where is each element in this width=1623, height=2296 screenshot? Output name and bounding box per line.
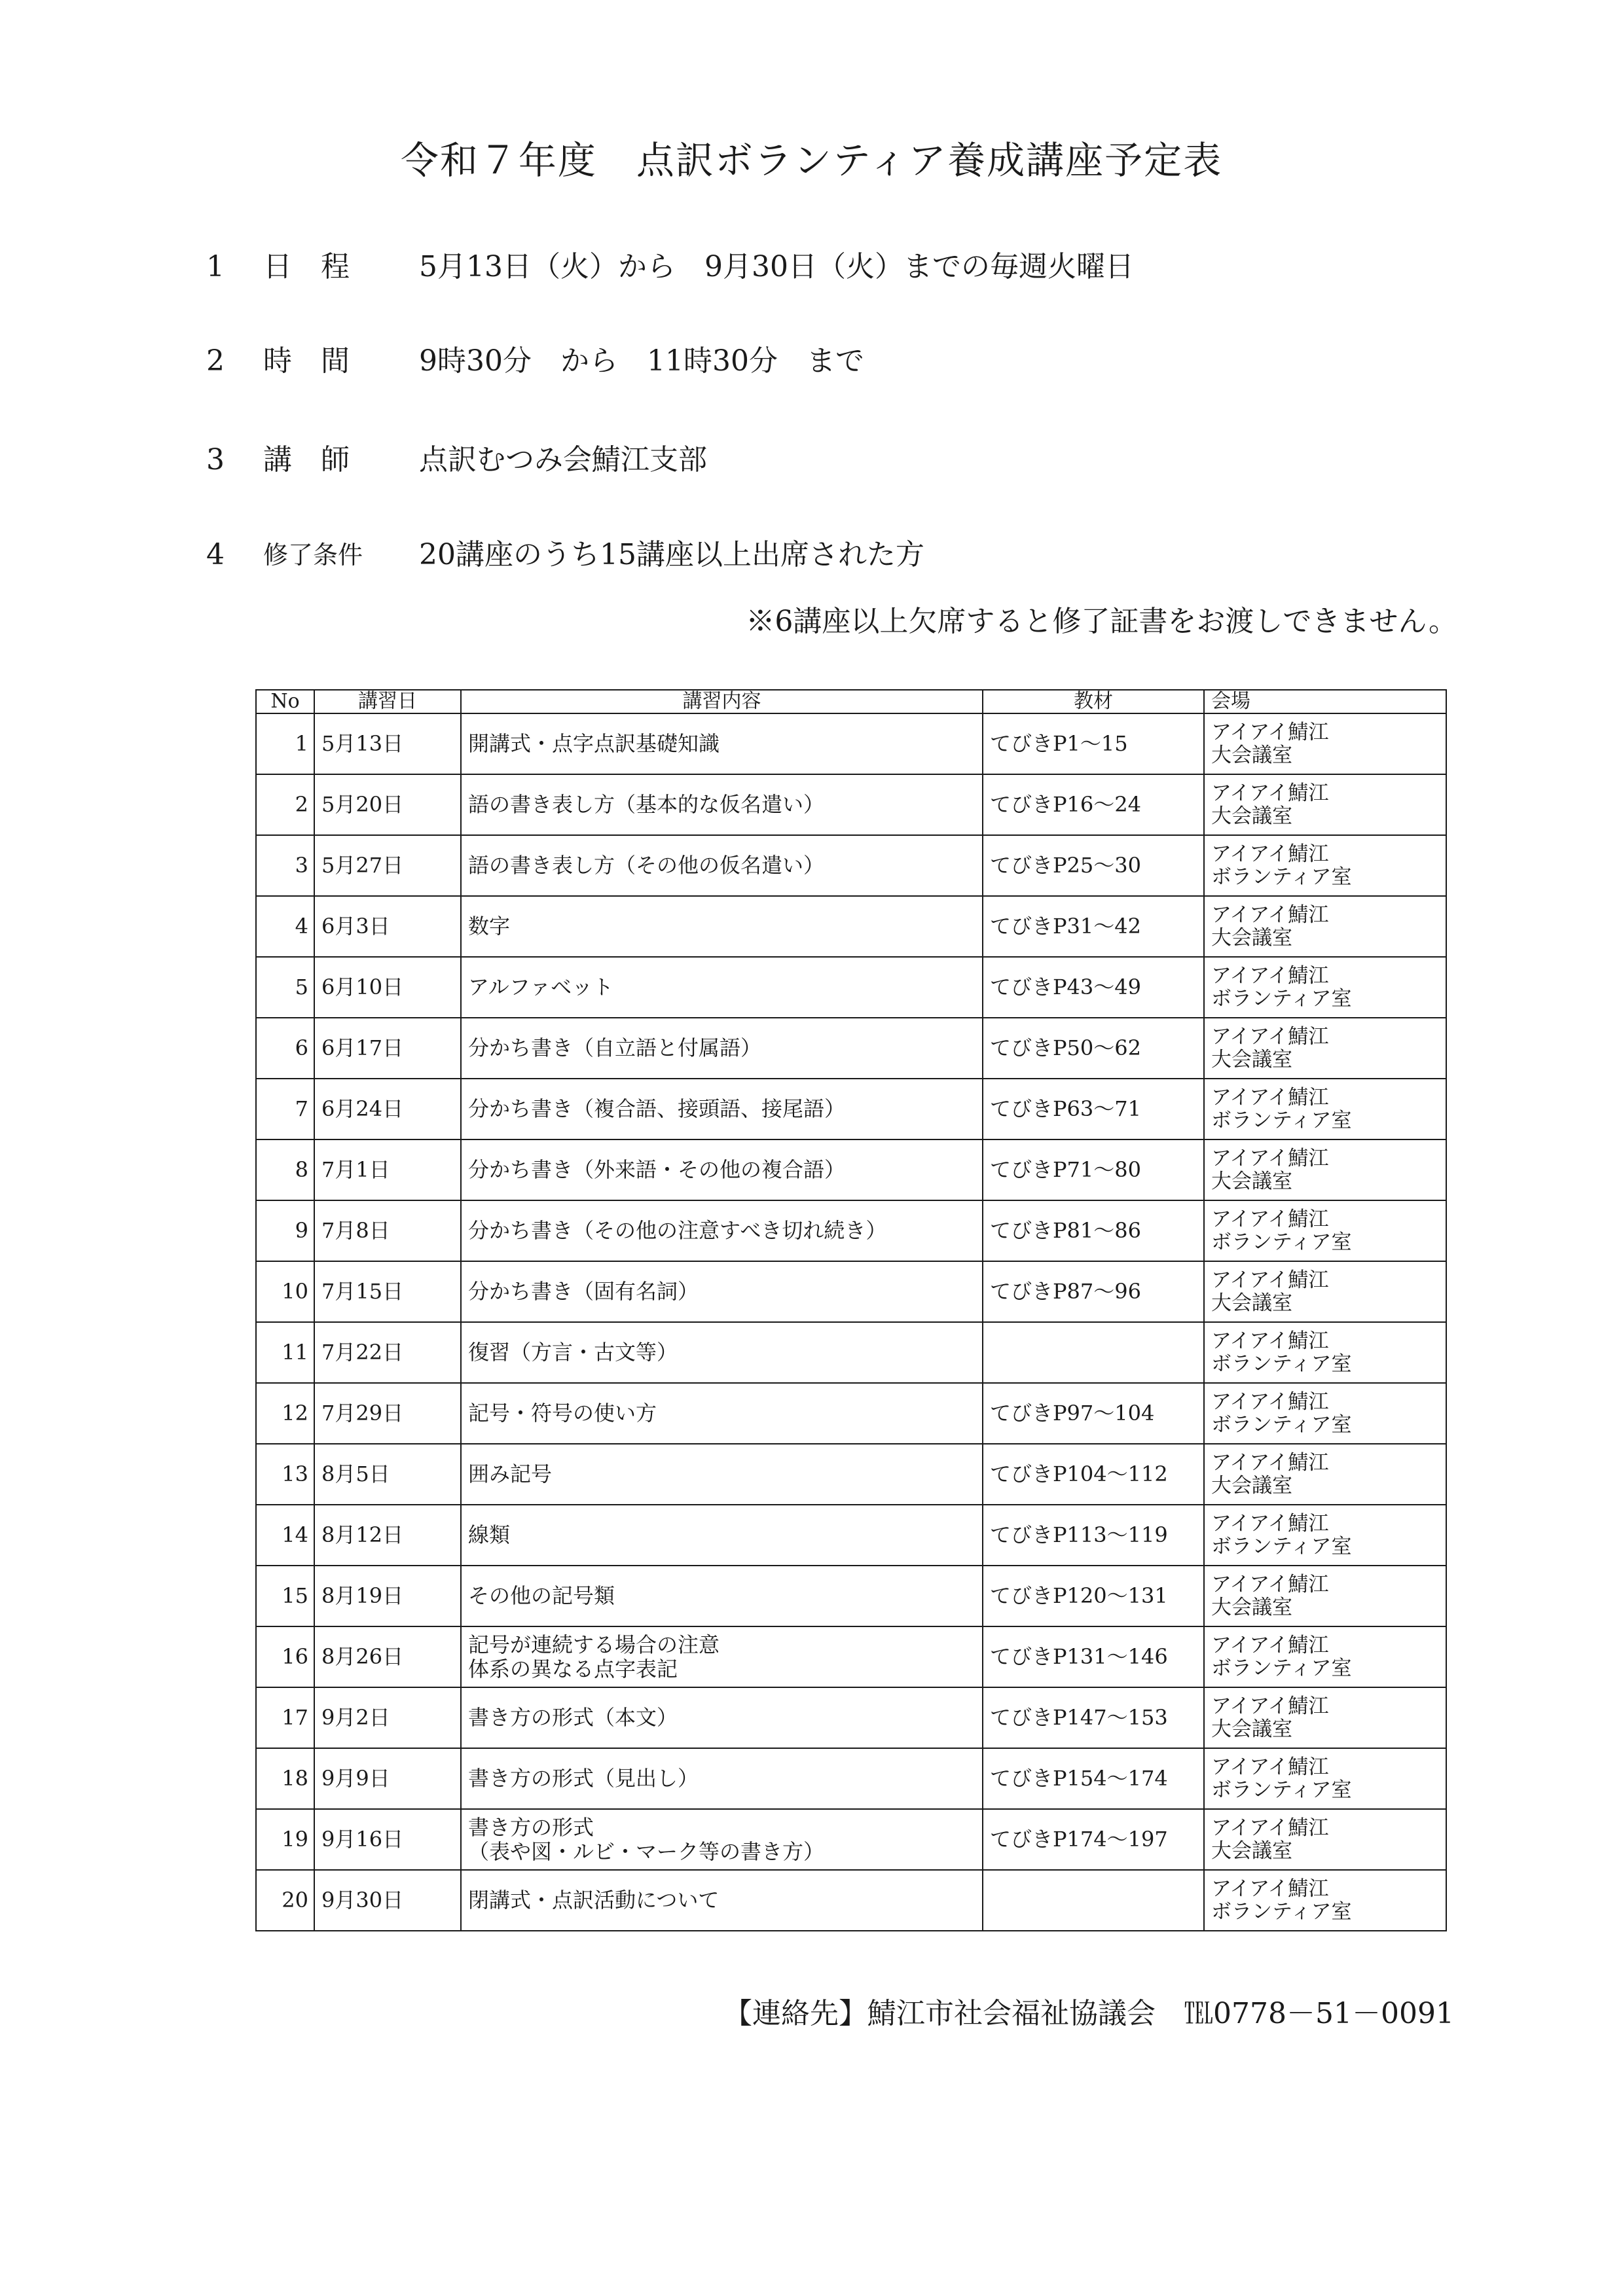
venue-room: 大会議室 — [1211, 1047, 1292, 1071]
venue-building: アイアイ鯖江 — [1211, 1816, 1329, 1840]
venue-building: アイアイ鯖江 — [1211, 1633, 1329, 1657]
cell-no: 2 — [256, 774, 314, 835]
cell-date: 5月13日 — [314, 713, 461, 774]
venue-building: アイアイ鯖江 — [1211, 1572, 1329, 1596]
cell-content: 書き方の形式（本文） — [461, 1687, 983, 1748]
table-row — [256, 1687, 1446, 1748]
cell-no: 10 — [256, 1261, 314, 1322]
table-row — [256, 1200, 1446, 1261]
cell-date: 7月22日 — [314, 1322, 461, 1383]
cell-content: 分かち書き（固有名詞） — [461, 1261, 983, 1322]
contact-info: 【連絡先】鯖江市社会福祉協議会 ℡0778－51－0091 — [723, 1997, 1454, 2030]
cell-venue — [1204, 896, 1446, 957]
cell-no: 8 — [256, 1139, 314, 1200]
cell-no: 3 — [256, 835, 314, 896]
info-value: 9時30分 から 11時30分 まで — [419, 344, 864, 378]
venue-room: ボランティア室 — [1211, 1534, 1352, 1558]
info-number: 2 — [206, 344, 225, 378]
cell-textbook: てびきP63～71 — [983, 1079, 1204, 1139]
info-value: 5月13日（火）から 9月30日（火）までの毎週火曜日 — [419, 250, 1134, 283]
table-row — [256, 1505, 1446, 1566]
cell-no: 20 — [256, 1870, 314, 1931]
venue-room: ボランティア室 — [1211, 1352, 1352, 1376]
page-title: 令和７年度 点訳ボランティア養成講座予定表 — [400, 138, 1223, 183]
venue-building: アイアイ鯖江 — [1211, 1511, 1329, 1535]
info-number: 3 — [206, 443, 225, 476]
info-label: 日 程 — [263, 250, 350, 283]
cell-date: 8月5日 — [314, 1444, 461, 1505]
venue-room: 大会議室 — [1211, 1473, 1292, 1498]
table-row — [256, 774, 1446, 835]
cell-no: 7 — [256, 1079, 314, 1139]
table-row — [256, 1018, 1446, 1079]
cell-textbook: てびきP154～174 — [983, 1748, 1204, 1809]
cell-date: 9月9日 — [314, 1748, 461, 1809]
cell-date: 7月29日 — [314, 1383, 461, 1444]
cell-textbook: てびきP131～146 — [983, 1626, 1204, 1687]
cell-venue — [1204, 1505, 1446, 1566]
header-no: No — [256, 690, 314, 713]
cell-venue — [1204, 1139, 1446, 1200]
cell-content: 復習（方言・古文等） — [461, 1322, 983, 1383]
venue-room: ボランティア室 — [1211, 1108, 1352, 1132]
venue-room: ボランティア室 — [1211, 1412, 1352, 1437]
cell-textbook: てびきP174～197 — [983, 1809, 1204, 1870]
cell-venue — [1204, 1687, 1446, 1748]
info-number: 1 — [206, 250, 225, 283]
cell-venue — [1204, 1809, 1446, 1870]
venue-room: 大会議室 — [1211, 1291, 1292, 1315]
venue-building: アイアイ鯖江 — [1211, 1755, 1329, 1779]
content-line: 書き方の形式 — [468, 1814, 594, 1840]
cell-textbook: てびきP97～104 — [983, 1383, 1204, 1444]
cell-textbook — [983, 1322, 1204, 1383]
table-row — [256, 1748, 1446, 1809]
table-row — [256, 1626, 1446, 1687]
info-label: 修了条件 — [263, 541, 363, 569]
venue-room: 大会議室 — [1211, 1717, 1292, 1741]
cell-textbook — [983, 1870, 1204, 1931]
cell-date: 6月24日 — [314, 1079, 461, 1139]
cell-no: 19 — [256, 1809, 314, 1870]
info-label: 時 間 — [263, 344, 350, 378]
cell-textbook: てびきP147～153 — [983, 1687, 1204, 1748]
cell-textbook: てびきP120～131 — [983, 1566, 1204, 1626]
cell-content: 書き方の形式（見出し） — [461, 1748, 983, 1809]
cell-venue — [1204, 713, 1446, 774]
cell-textbook: てびきP25～30 — [983, 835, 1204, 896]
cell-no: 4 — [256, 896, 314, 957]
info-number: 4 — [206, 538, 225, 571]
cell-venue — [1204, 1018, 1446, 1079]
cell-date: 5月20日 — [314, 774, 461, 835]
table-row — [256, 1566, 1446, 1626]
venue-building: アイアイ鯖江 — [1211, 1207, 1329, 1231]
cell-content: アルファベット — [461, 957, 983, 1018]
content-line: （表や図・ルビ・マーク等の書き方） — [468, 1839, 825, 1864]
table-row — [256, 896, 1446, 957]
venue-building: アイアイ鯖江 — [1211, 1694, 1329, 1718]
cell-content: 数字 — [461, 896, 983, 957]
venue-building: アイアイ鯖江 — [1211, 720, 1329, 744]
cell-venue — [1204, 957, 1446, 1018]
venue-building: アイアイ鯖江 — [1211, 1390, 1329, 1414]
cell-venue — [1204, 1322, 1446, 1383]
cell-content — [461, 1626, 983, 1687]
cell-date: 9月30日 — [314, 1870, 461, 1931]
venue-building: アイアイ鯖江 — [1211, 1024, 1329, 1049]
venue-room: ボランティア室 — [1211, 865, 1352, 889]
cell-textbook: てびきP104～112 — [983, 1444, 1204, 1505]
table-header-row — [256, 690, 1446, 713]
venue-building: アイアイ鯖江 — [1211, 963, 1329, 988]
cell-textbook: てびきP43～49 — [983, 957, 1204, 1018]
cell-content — [461, 1809, 983, 1870]
cell-date: 8月12日 — [314, 1505, 461, 1566]
table-row — [256, 1139, 1446, 1200]
venue-building: アイアイ鯖江 — [1211, 1268, 1329, 1292]
info-label: 講 師 — [263, 443, 350, 476]
cell-date: 7月8日 — [314, 1200, 461, 1261]
cell-venue — [1204, 1566, 1446, 1626]
cell-venue — [1204, 835, 1446, 896]
schedule-table — [255, 689, 1447, 1931]
table-row — [256, 957, 1446, 1018]
cell-date: 7月15日 — [314, 1261, 461, 1322]
cell-no: 18 — [256, 1748, 314, 1809]
cell-venue — [1204, 1383, 1446, 1444]
table-body — [256, 713, 1446, 1931]
cell-no: 11 — [256, 1322, 314, 1383]
cell-no: 16 — [256, 1626, 314, 1687]
cell-no: 9 — [256, 1200, 314, 1261]
info-value: 20講座のうち15講座以上出席された方 — [419, 538, 924, 571]
header-venue: 会場 — [1204, 690, 1446, 713]
cell-date: 9月16日 — [314, 1809, 461, 1870]
content-line: 体系の異なる点字表記 — [468, 1656, 678, 1681]
table-row — [256, 1261, 1446, 1322]
cell-textbook: てびきP31～42 — [983, 896, 1204, 957]
cell-no: 5 — [256, 957, 314, 1018]
cell-venue — [1204, 1870, 1446, 1931]
cell-venue — [1204, 774, 1446, 835]
table-row — [256, 713, 1446, 774]
cell-venue — [1204, 1626, 1446, 1687]
header-date: 講習日 — [314, 690, 461, 713]
cell-date: 6月10日 — [314, 957, 461, 1018]
cell-content: 線類 — [461, 1505, 983, 1566]
cell-content: その他の記号類 — [461, 1566, 983, 1626]
cell-content: 囲み記号 — [461, 1444, 983, 1505]
cell-content: 開講式・点字点訳基礎知識 — [461, 713, 983, 774]
cell-no: 17 — [256, 1687, 314, 1748]
cell-date: 8月19日 — [314, 1566, 461, 1626]
cell-no: 13 — [256, 1444, 314, 1505]
venue-room: 大会議室 — [1211, 1169, 1292, 1193]
cell-no: 14 — [256, 1505, 314, 1566]
venue-room: ボランティア室 — [1211, 986, 1352, 1011]
venue-building: アイアイ鯖江 — [1211, 1450, 1329, 1475]
absence-note: ※6講座以上欠席すると修了証書をお渡しできません。 — [746, 605, 1457, 638]
venue-room: 大会議室 — [1211, 1595, 1292, 1619]
cell-textbook: てびきP81～86 — [983, 1200, 1204, 1261]
cell-content: 分かち書き（その他の注意すべき切れ続き） — [461, 1200, 983, 1261]
cell-date: 5月27日 — [314, 835, 461, 896]
cell-date: 7月1日 — [314, 1139, 461, 1200]
venue-room: 大会議室 — [1211, 743, 1292, 767]
venue-building: アイアイ鯖江 — [1211, 781, 1329, 805]
table-row — [256, 1079, 1446, 1139]
venue-building: アイアイ鯖江 — [1211, 842, 1329, 866]
cell-date: 6月3日 — [314, 896, 461, 957]
cell-textbook: てびきP113～119 — [983, 1505, 1204, 1566]
cell-no: 6 — [256, 1018, 314, 1079]
venue-room: ボランティア室 — [1211, 1230, 1352, 1254]
table-row — [256, 1322, 1446, 1383]
info-value: 点訳むつみ会鯖江支部 — [419, 443, 707, 476]
venue-room: ボランティア室 — [1211, 1656, 1352, 1680]
venue-room: 大会議室 — [1211, 925, 1292, 950]
cell-textbook: てびきP1～15 — [983, 713, 1204, 774]
cell-no: 12 — [256, 1383, 314, 1444]
cell-no: 15 — [256, 1566, 314, 1626]
cell-textbook: てびきP16～24 — [983, 774, 1204, 835]
cell-date: 6月17日 — [314, 1018, 461, 1079]
cell-content: 閉講式・点訳活動について — [461, 1870, 983, 1931]
table-row — [256, 1870, 1446, 1931]
cell-content: 分かち書き（外来語・その他の複合語） — [461, 1139, 983, 1200]
venue-building: アイアイ鯖江 — [1211, 903, 1329, 927]
venue-building: アイアイ鯖江 — [1211, 1085, 1329, 1109]
cell-venue — [1204, 1200, 1446, 1261]
cell-venue — [1204, 1261, 1446, 1322]
venue-room: 大会議室 — [1211, 1839, 1292, 1863]
venue-building: アイアイ鯖江 — [1211, 1876, 1329, 1901]
cell-date: 8月26日 — [314, 1626, 461, 1687]
cell-venue — [1204, 1748, 1446, 1809]
venue-room: ボランティア室 — [1211, 1899, 1352, 1924]
venue-building: アイアイ鯖江 — [1211, 1146, 1329, 1170]
venue-room: 大会議室 — [1211, 804, 1292, 828]
cell-date: 9月2日 — [314, 1687, 461, 1748]
cell-content: 分かち書き（自立語と付属語） — [461, 1018, 983, 1079]
cell-venue — [1204, 1079, 1446, 1139]
cell-venue — [1204, 1444, 1446, 1505]
cell-no: 1 — [256, 713, 314, 774]
content-line: 記号が連続する場合の注意 — [468, 1632, 720, 1657]
cell-content: 語の書き表し方（その他の仮名遣い） — [461, 835, 983, 896]
cell-textbook: てびきP71～80 — [983, 1139, 1204, 1200]
table-row — [256, 1809, 1446, 1870]
venue-building: アイアイ鯖江 — [1211, 1329, 1329, 1353]
table-row — [256, 835, 1446, 896]
cell-textbook: てびきP87～96 — [983, 1261, 1204, 1322]
table-row — [256, 1383, 1446, 1444]
table-row — [256, 1444, 1446, 1505]
cell-content: 記号・符号の使い方 — [461, 1383, 983, 1444]
header-text: 教材 — [983, 690, 1204, 713]
header-content: 講習内容 — [461, 690, 983, 713]
cell-content: 語の書き表し方（基本的な仮名遣い） — [461, 774, 983, 835]
cell-textbook: てびきP50～62 — [983, 1018, 1204, 1079]
venue-room: ボランティア室 — [1211, 1778, 1352, 1802]
cell-content: 分かち書き（複合語、接頭語、接尾語） — [461, 1079, 983, 1139]
